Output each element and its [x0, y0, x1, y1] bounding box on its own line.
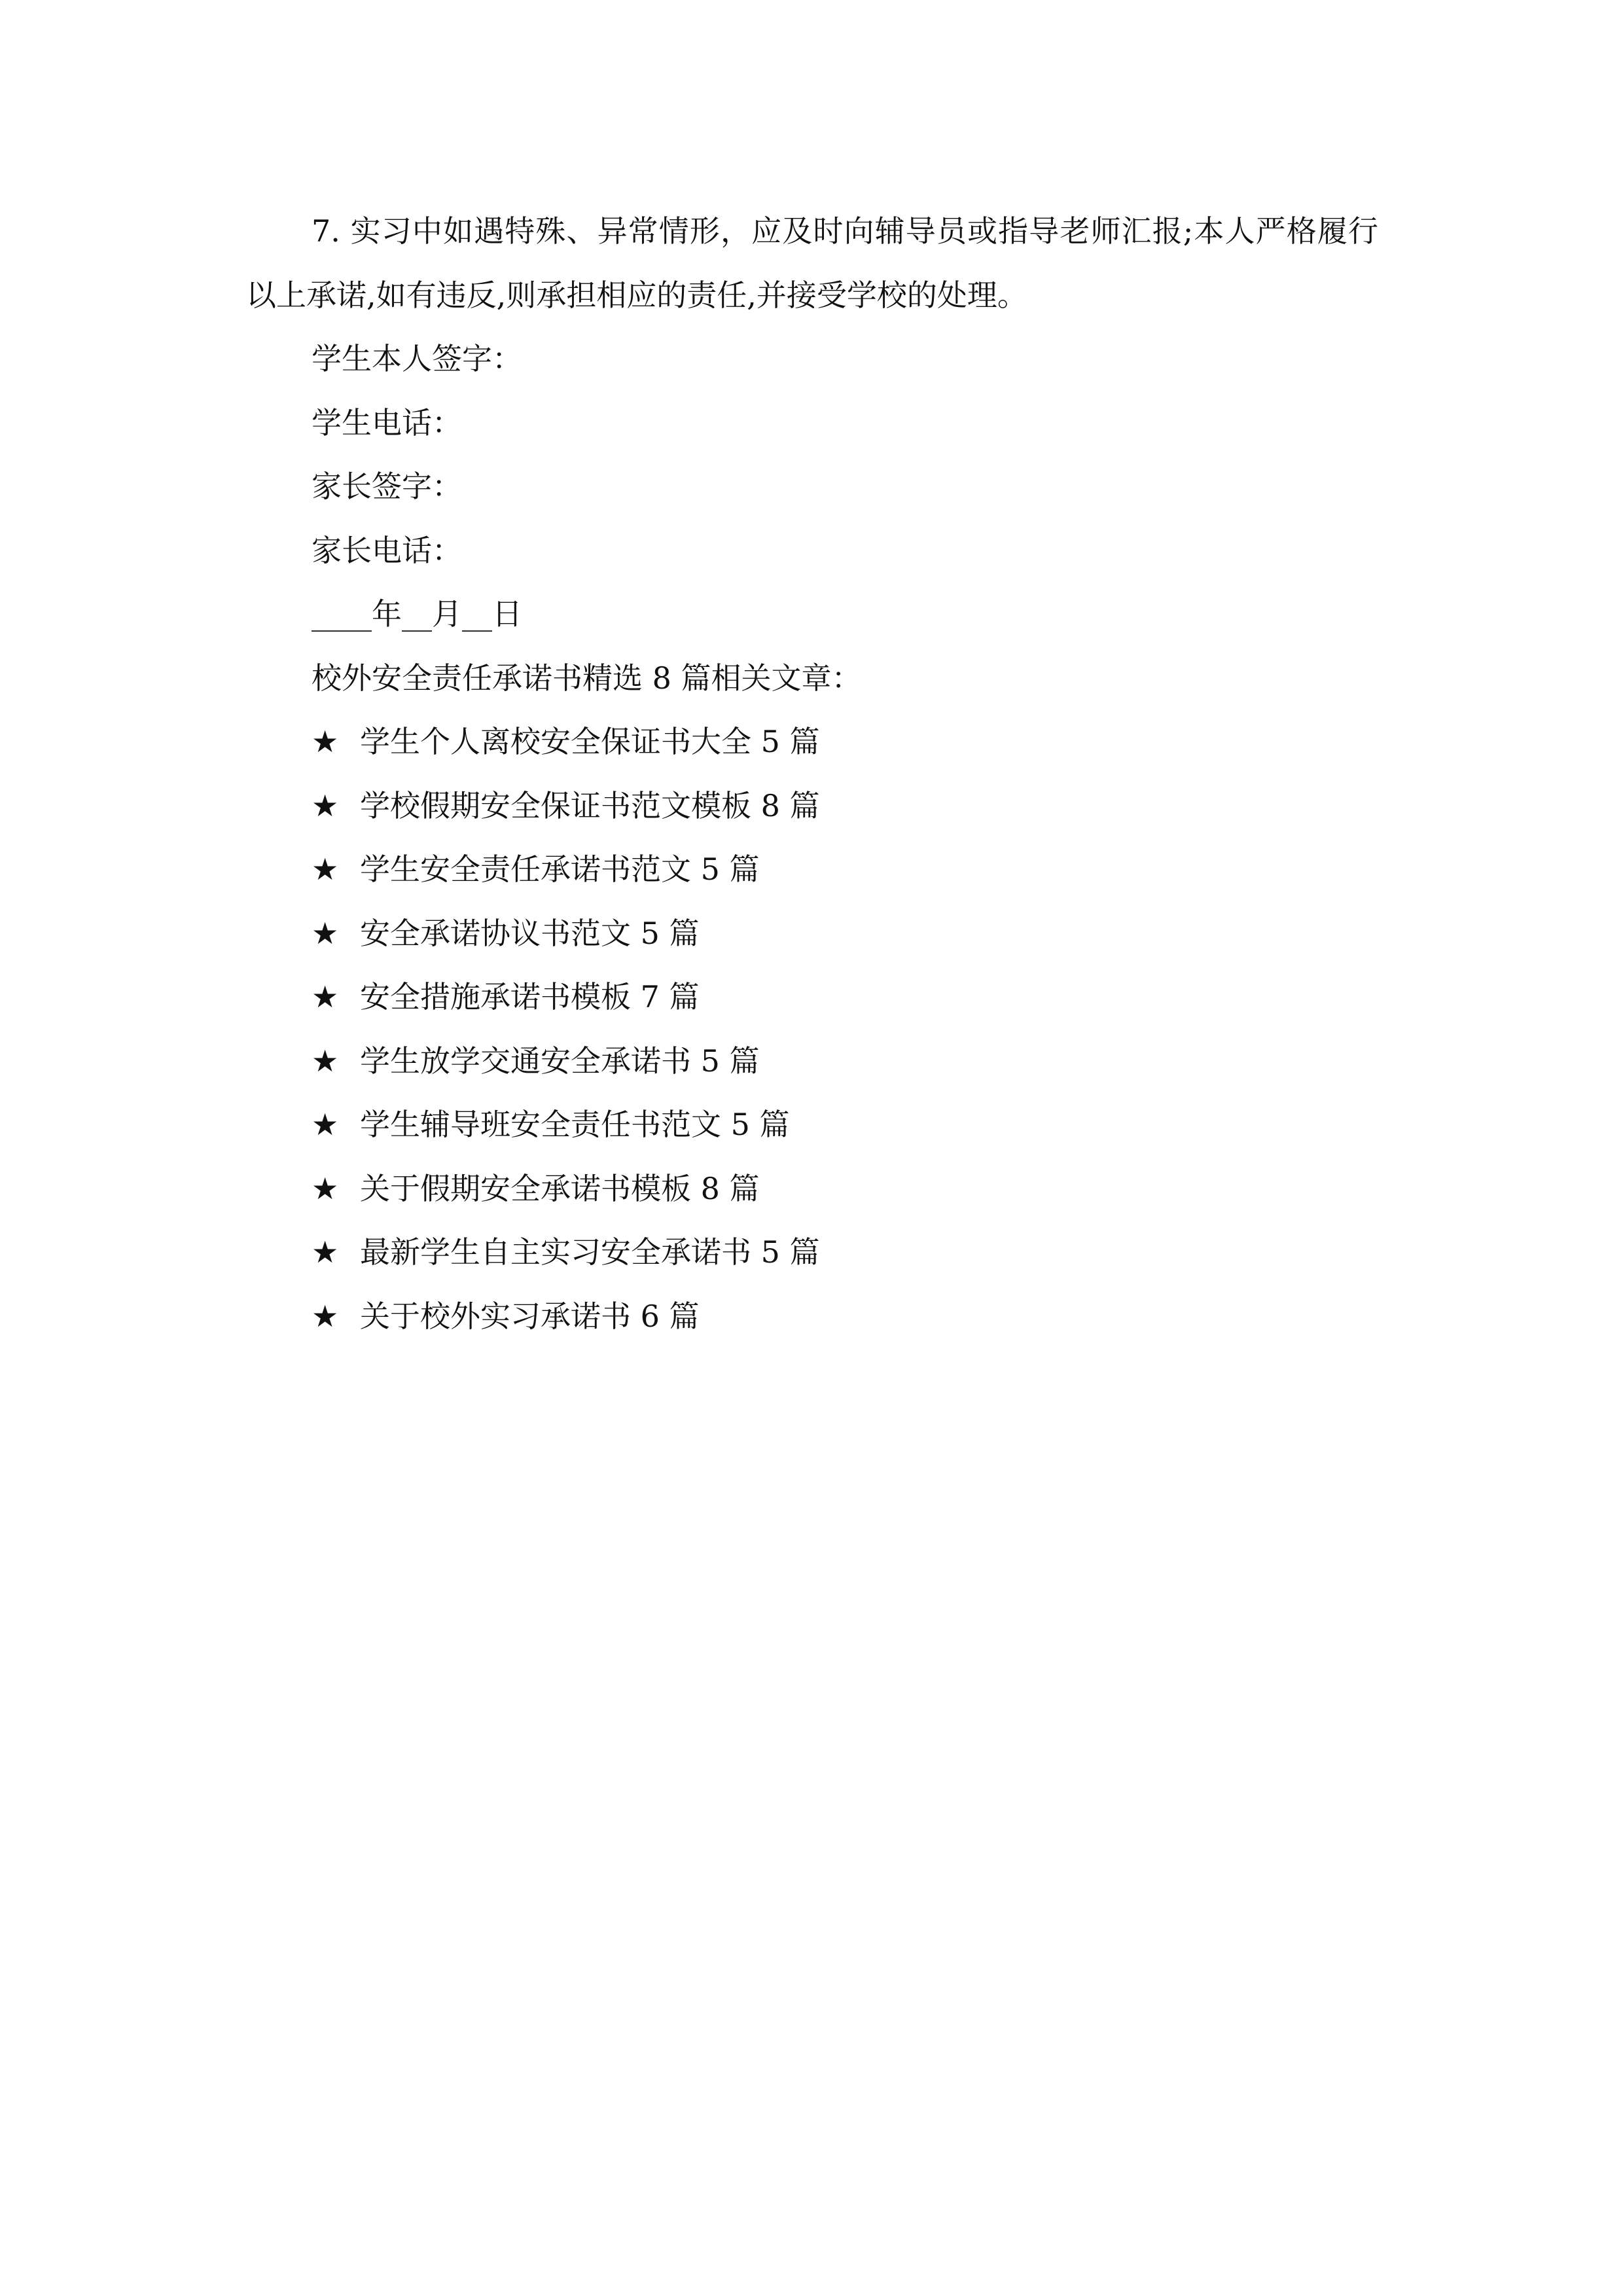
related-article-link[interactable]	[312, 1093, 1378, 1157]
star-icon: ★	[312, 1107, 339, 1142]
star-icon: ★	[312, 915, 339, 951]
star-icon: ★	[312, 1043, 339, 1079]
star-icon: ★	[312, 1298, 339, 1334]
related-articles-heading: 校外安全责任承诺书精选 8 篇相关文章：	[312, 660, 862, 696]
related-article-title[interactable]: 学生个人离校安全保证书大全 5 篇	[360, 724, 820, 759]
related-article-title[interactable]: 安全承诺协议书范文 5 篇	[360, 915, 700, 951]
paragraph-7: 7. 实习中如遇特殊、异常情形，应及时向辅导员或指导老师汇报;本人严格履行以上承诺,如有违反,则承担相应的责任,并接受学校的处理。	[246, 213, 1378, 313]
related-article-title[interactable]: 关于假期安全承诺书模板 8 篇	[360, 1170, 760, 1206]
related-article-title[interactable]: 学生辅导班安全责任书范文 5 篇	[360, 1107, 790, 1142]
related-articles-list	[246, 710, 1378, 1348]
related-article-link[interactable]	[312, 1157, 1378, 1221]
related-article-title[interactable]: 关于校外实习承诺书 6 篇	[360, 1298, 700, 1334]
related-article-link[interactable]	[312, 1285, 1378, 1349]
related-article-title[interactable]: 学生安全责任承诺书范文 5 篇	[360, 852, 760, 887]
parent-phone-field: 家长电话：	[312, 532, 462, 568]
star-icon: ★	[312, 1170, 339, 1206]
related-article-link[interactable]	[312, 838, 1378, 902]
related-article-link[interactable]	[312, 965, 1378, 1030]
star-icon: ★	[312, 1234, 339, 1270]
star-icon: ★	[312, 979, 339, 1014]
related-article-title[interactable]: 学校假期安全保证书范文模板 8 篇	[360, 787, 820, 823]
related-article-link[interactable]	[312, 774, 1378, 838]
related-article-title[interactable]: 安全措施承诺书模板 7 篇	[360, 979, 700, 1014]
related-article-link[interactable]	[312, 1221, 1378, 1285]
star-icon: ★	[312, 852, 339, 887]
star-icon: ★	[312, 787, 339, 823]
related-article-link[interactable]	[312, 1030, 1378, 1094]
star-icon: ★	[312, 724, 339, 759]
related-article-link[interactable]	[312, 710, 1378, 774]
parent-signature-field: 家长签字：	[312, 469, 462, 504]
related-article-title[interactable]: 学生放学交通安全承诺书 5 篇	[360, 1043, 760, 1079]
document-body	[246, 200, 1378, 1348]
student-phone-field: 学生电话：	[312, 404, 462, 440]
date-line: ____年__月__日	[312, 596, 522, 632]
student-signature-field: 学生本人签字：	[312, 341, 522, 376]
related-article-link[interactable]	[312, 902, 1378, 966]
related-article-title[interactable]: 最新学生自主实习安全承诺书 5 篇	[360, 1234, 820, 1270]
